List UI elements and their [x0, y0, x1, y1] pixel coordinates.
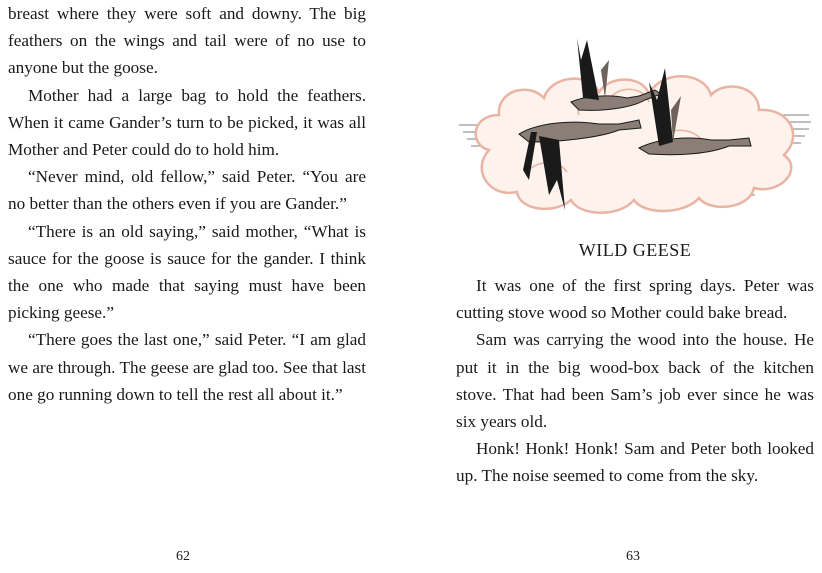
flying-geese-illustration [459, 20, 811, 220]
paragraph: “There is an old saying,” said mother, “What is sauce for the goose is sauce for the gander. I think the one who made that saying must have been picking geese.” [8, 221, 366, 323]
paragraph: “Never mind, old fellow,” said Peter. “You are no better than the others even if you are Gander.” [8, 167, 366, 214]
paragraph: “There goes the last one,” said Peter. “I am glad we are through. The geese are glad too. See that last one go running down to tell the rest all about it.” [8, 330, 366, 404]
paragraph: Honk! Honk! Honk! Sam and Peter both looked up. The noise seemed to come from the sky. [456, 439, 814, 486]
geese-clouds-icon [459, 20, 811, 220]
paragraph: breast where they were soft and downy. The big feathers on the wings and tail were of no use to anyone but the goose. [8, 4, 366, 78]
paragraph: Sam was carrying the wood into the house. He put it in the big wood-box back of the kitchen stove. That had been Sam’s job ever since he was six years old. [456, 330, 814, 432]
right-page [411, 0, 822, 573]
page-number: 62 [176, 549, 190, 564]
left-page-text [8, 0, 366, 408]
goose [571, 38, 661, 110]
paragraph: It was one of the first spring days. Peter was cutting stove wood so Mother could bake bread. [456, 276, 814, 323]
paragraph: Mother had a large bag to hold the feathers. When it came Gander’s turn to be picked, it was all Mother and Peter could do to hold him. [8, 85, 366, 160]
chapter-title: WILD GEESE [578, 240, 692, 260]
right-page-text [456, 272, 814, 490]
page-number: 63 [626, 549, 640, 564]
